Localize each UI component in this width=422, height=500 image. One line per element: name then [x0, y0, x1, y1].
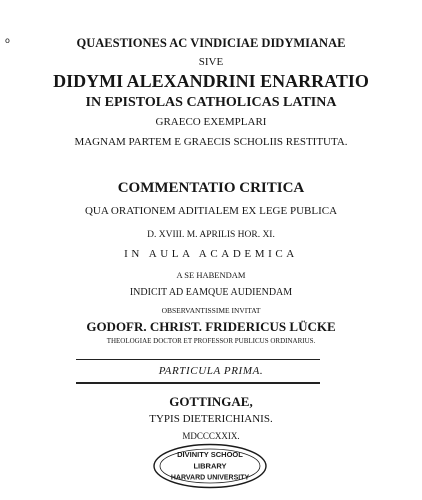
title-line-sive: SIVE [198, 56, 224, 68]
imprint-city: GOTTINGAE, [169, 394, 253, 409]
commentatio-line-3: INDICIT AD EAMQUE AUDIENDAM [129, 287, 293, 298]
commentatio-place: IN AULA ACADEMICA [124, 248, 298, 260]
commentatio-line-2: A SE HABENDAM [176, 270, 246, 280]
author-title: THEOLOGIAE DOCTOR ET PROFESSOR PUBLICUS ORDINARIUS. [106, 337, 316, 345]
title-line-5: GRAECO EXEMPLARI [155, 116, 267, 128]
commentatio-heading: COMMENTATIO CRITICA [117, 180, 305, 196]
title-line-4: IN EPISTOLAS CATHOLICAS LATINA [85, 95, 337, 110]
title-line-6: MAGNAM PARTEM E GRAECIS SCHOLIIS RESTITUTA. [74, 136, 348, 148]
imprint-printer: TYPIS DIETERICHIANIS. [149, 413, 273, 425]
stamp-line-3: HARVARD UNIVERSITY [170, 474, 250, 482]
title-line-main: DIDYMI ALEXANDRINI ENARRATIO [53, 71, 369, 91]
corner-mark: o [5, 36, 10, 45]
commentatio-line-1: QUA ORATIONEM ADITIALEM EX LEGE PUBLICA [84, 205, 338, 217]
imprint-year: MDCCCXXIX. [182, 431, 240, 441]
stamp-line-1: DIVINITY SCHOOL [177, 450, 243, 459]
author-name: GODOFR. CHRIST. FRIDERICUS LÜCKE [86, 319, 336, 334]
library-stamp [152, 443, 268, 489]
divider-top [76, 359, 320, 360]
title-line-1: QUAESTIONES AC VINDICIAE DIDYMIANAE [76, 36, 346, 50]
particula-label: PARTICULA PRIMA. [158, 365, 264, 377]
commentatio-line-4: OBSERVANTISSIME INVITAT [161, 306, 261, 315]
commentatio-date: D. XVIII. M. APRILIS HOR. XI. [147, 230, 275, 240]
stamp-line-2: LIBRARY [193, 461, 227, 471]
divider-bottom [76, 382, 320, 384]
